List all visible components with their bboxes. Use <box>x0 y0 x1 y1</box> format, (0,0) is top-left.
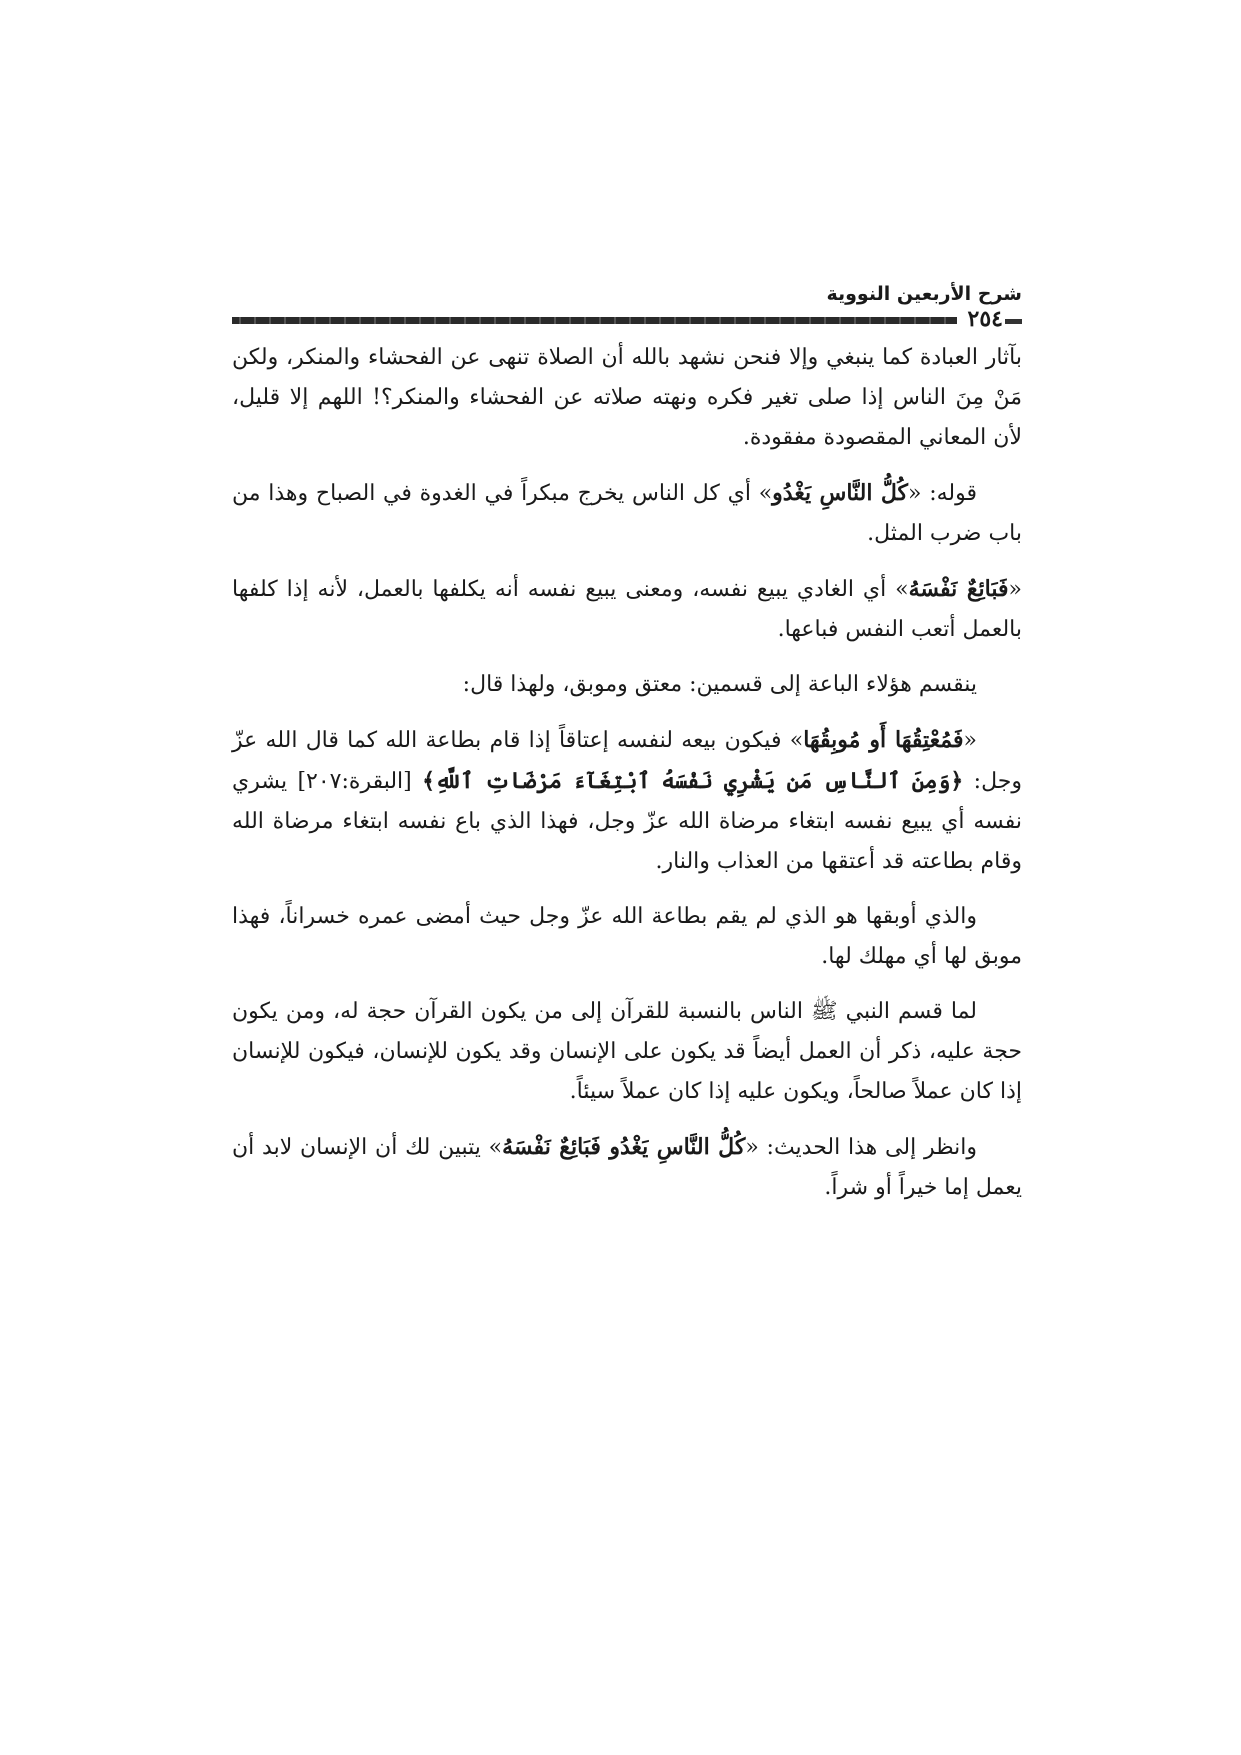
text-run: « <box>1008 577 1022 602</box>
paragraph-2 <box>232 473 1022 554</box>
header-rule <box>232 317 957 324</box>
line: والمنكر، ولكن مَنْ مِنَ الناس إذا صلى تغير فكره ونهته صلاته عن الفحشاء <box>232 345 1022 410</box>
hadith-quote: كُلُّ النَّاسِ يَغْدُو <box>772 480 909 506</box>
text-run: قوله: « <box>908 481 977 506</box>
paragraph-5 <box>232 720 1022 882</box>
paragraph-3 <box>232 569 1022 650</box>
paragraph-8 <box>232 1127 1022 1208</box>
line: بآثار العبادة كما ينبغي وإلا فنحن نشهد بالله أن الصلاة تنهى عن الفحشاء <box>360 345 1022 370</box>
line: والمنكر؟! اللهم إلا قليل، لأن المعاني المقصودة مفقودة. <box>232 385 1022 450</box>
hadith-quote: كُلُّ النَّاسِ يَغْدُو فَبَائِعٌ نَفْسَهُ <box>502 1134 746 1160</box>
page-body <box>232 338 1022 1208</box>
text-run: [البقرة:٢٠٧] يشري نفسه أي يبيع نفسه ابتغاء مرضاة الله عزّ وجل، فهذا الذي باع نفسه ابتغاء مرضاة الله وقام بطاعته قد أعتقها من العذاب والنار. <box>232 769 1022 874</box>
hadith-quote: فَبَائِعٌ نَفْسَهُ <box>908 576 1009 602</box>
text-run: » فيكون بيعه لنفسه إعتاقاً إذا قام بطاعة الله كما قال الله عزّ وجل: <box>232 728 1022 794</box>
paragraph-6: والذي أوبقها هو الذي لم يقم بطاعة الله عزّ وجل حيث أمضى عمره خسراناً، فهذا موبق لها أي مهلك لها. <box>232 904 1022 969</box>
text-run: » يتبين لك أن الإنسان لابد أن يعمل إما خيراً أو شراً. <box>232 1135 1022 1200</box>
page-number: ٢٥٤ <box>967 306 1003 332</box>
running-header <box>232 282 1022 334</box>
text-run: وانظر إلى هذا الحديث: « <box>745 1135 978 1160</box>
header-rule-end <box>1005 319 1022 324</box>
paragraph-1 <box>232 338 1022 458</box>
paragraph-7: لما قسم النبي ﷺ الناس بالنسبة للقرآن إلى من يكون القرآن حجة له، ومن يكون حجة عليه، ذكر أن العمل أيضاً قد يكون على الإنسان وقد يكون للإنسان، فيكون للإنسان إذا كان عملاً صالحاً، ويكون عليه إذا كان عملاً سيئاً. <box>232 999 1022 1104</box>
book-title: شرح الأربعين النووية <box>826 283 1022 305</box>
hadith-quote: فَمُعْتِقُهَا أَو مُوبِقُهَا <box>803 727 964 753</box>
text-run: » أي كل الناس يخرج مبكراً في الغدوة في الصباح وهذا من باب ضرب المثل. <box>232 481 1022 546</box>
paragraph-4: ينقسم هؤلاء الباعة إلى قسمين: معتق وموبق، ولهذا قال: <box>462 672 977 697</box>
quran-verse: ﴿وَمِنَ ٱلنَّاسِ مَن يَشْرِي نَفْسَهُ ٱبْتِغَآءَ مَرْضَاتِ ٱللَّهِ﴾ <box>422 768 964 794</box>
book-page <box>232 282 1022 1200</box>
text-run: « <box>963 728 977 753</box>
text-run: » أي الغادي يبيع نفسه، ومعنى يبيع نفسه أنه يكلفها بالعمل، لأنه إذا كلفها بالعمل أتعب النفس فباعها. <box>232 577 1022 642</box>
